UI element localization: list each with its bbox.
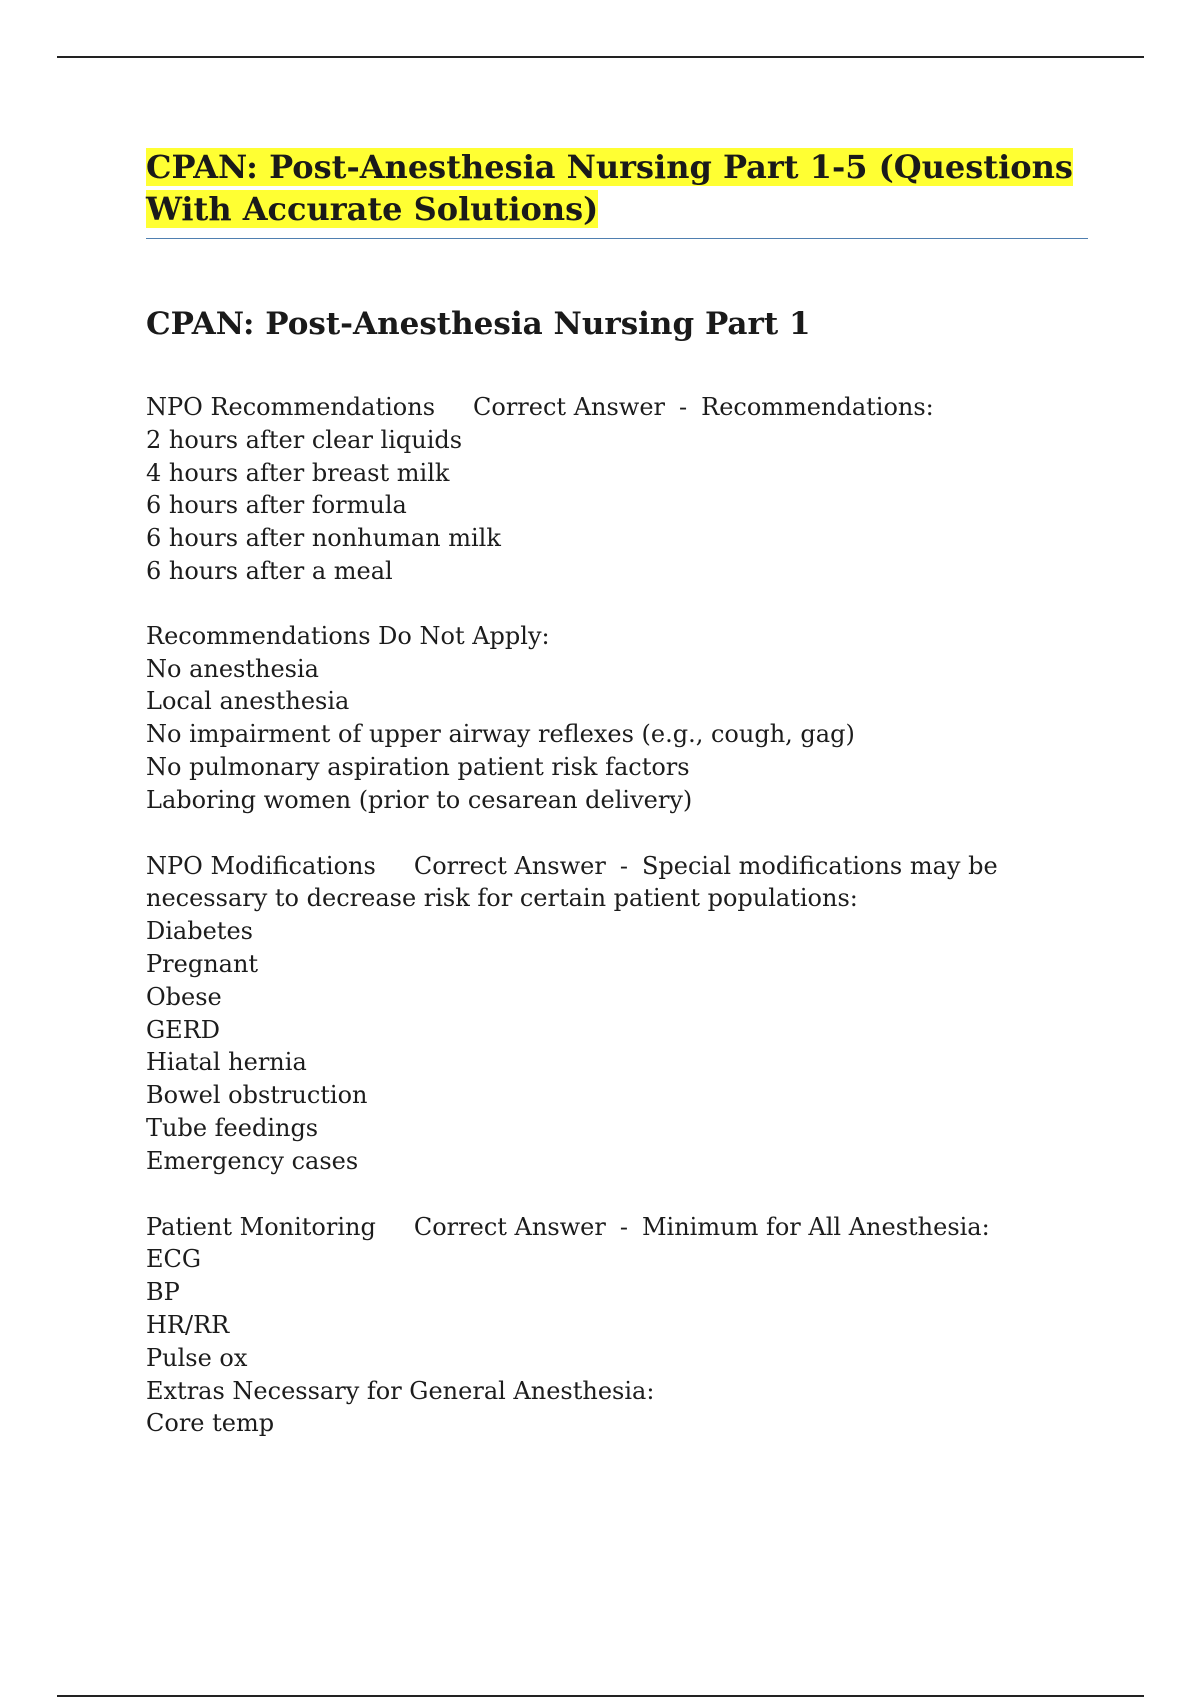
qa-question: NPO Recommendations [146, 393, 436, 421]
qa-answer-line: 6 hours after nonhuman milk [146, 524, 501, 553]
qa-item [146, 391, 1088, 817]
qa-separator: - [679, 393, 688, 421]
section-title: CPAN: Post-Anesthesia Nursing Part 1 [146, 306, 811, 342]
qa-answer-line: Hiatal hernia [146, 1048, 307, 1077]
qa-item [146, 850, 1088, 1178]
qa-answer-line: 6 hours after a meal [146, 556, 393, 585]
qa-answer-first: Recommendations: [701, 393, 934, 421]
qa-answer-line: 2 hours after clear liquids [146, 425, 463, 454]
qa-answer-line: 4 hours after breast milk [146, 458, 450, 487]
qa-list [146, 391, 1088, 1440]
qa-separator: - [619, 1212, 628, 1241]
qa-answer-line: Tube feedings [146, 1113, 319, 1142]
qa-item [146, 1211, 1088, 1441]
qa-answer-first: Special modifications may be [641, 851, 998, 880]
qa-answer-line: Diabetes [146, 917, 253, 946]
qa-question: Patient Monitoring [146, 1212, 376, 1241]
document-title-line-2: With Accurate Solutions) [146, 190, 599, 228]
qa-blank-line [146, 588, 1088, 620]
document-title-line-1: CPAN: Post-Anesthesia Nursing Part 1-5 (Questions [146, 148, 1073, 186]
qa-answer-label: Correct Answer [413, 851, 606, 880]
qa-header [146, 850, 1088, 883]
qa-answer-line: Bowel obstruction [146, 1081, 368, 1110]
qa-answer-label: Correct Answer [473, 393, 666, 421]
qa-answer-line: Recommendations Do Not Apply: [146, 621, 550, 650]
qa-answer-line: Obese [146, 982, 222, 1011]
qa-answer-line: Pulse ox [146, 1343, 248, 1372]
qa-header [146, 391, 1088, 424]
qa-header [146, 1211, 1088, 1244]
qa-answer-line: Core temp [146, 1409, 275, 1438]
qa-answer-line: Laboring women (prior to cesarean delivery) [146, 785, 693, 814]
document-title [146, 146, 1088, 230]
qa-answer-label: Correct Answer [413, 1212, 606, 1241]
qa-answer-line: Emergency cases [146, 1146, 359, 1175]
qa-answer-first: Minimum for All Anesthesia: [641, 1212, 990, 1241]
page-bottom-rule [57, 1695, 1144, 1697]
qa-separator: - [619, 851, 628, 880]
qa-question: NPO Modifications [146, 851, 376, 880]
qa-answer-line: Extras Necessary for General Anesthesia: [146, 1376, 655, 1405]
qa-answer-line: GERD [146, 1015, 221, 1044]
document-body [146, 146, 1088, 1473]
page-top-rule [57, 56, 1144, 58]
qa-answer-line: No impairment of upper airway reflexes (e.g., cough, gag) [146, 720, 855, 749]
qa-answer-line: No anesthesia [146, 654, 319, 683]
qa-answer-line: 6 hours after formula [146, 491, 407, 520]
qa-answer-line: HR/RR [146, 1310, 230, 1339]
qa-answer-line: Local anesthesia [146, 687, 350, 716]
qa-answer-line: Pregnant [146, 949, 259, 978]
qa-answer-line: BP [146, 1278, 180, 1307]
title-underline [146, 238, 1088, 239]
qa-answer-line: necessary to decrease risk for certain patient populations: [146, 884, 858, 913]
qa-answer-line: ECG [146, 1245, 202, 1274]
qa-answer-line: No pulmonary aspiration patient risk factors [146, 752, 690, 781]
